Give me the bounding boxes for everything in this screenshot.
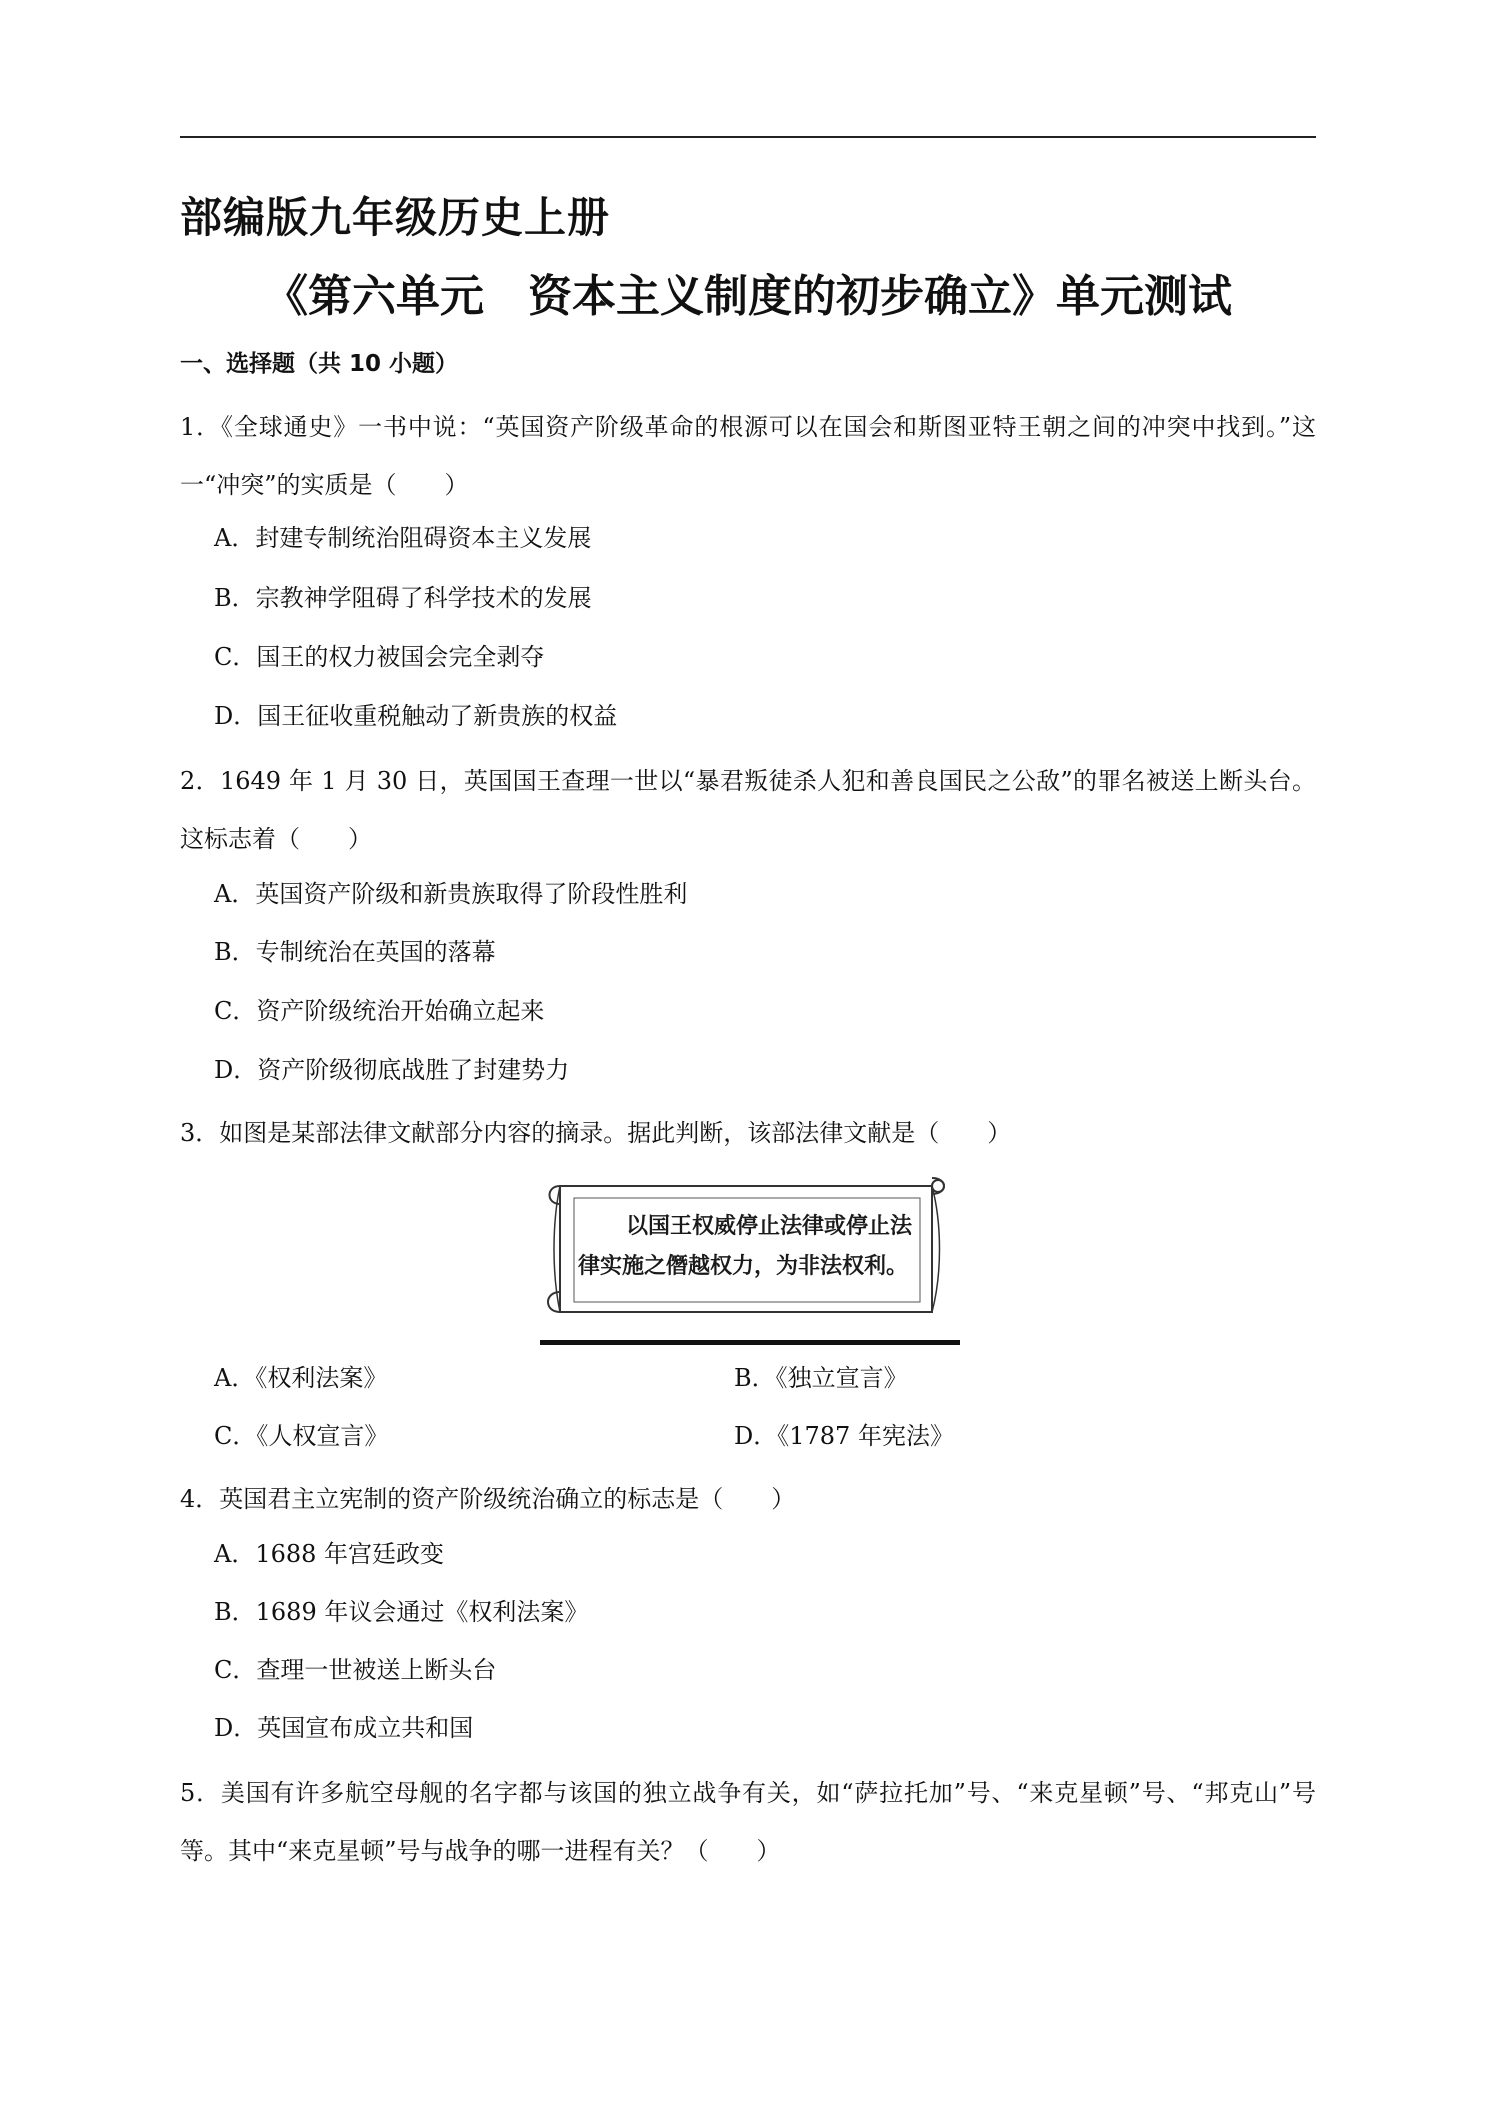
option-letter: A．: [214, 1540, 256, 1568]
option-text: 封建专制统治阻碍资本主义发展: [255, 524, 592, 552]
question-3-option-d[interactable]: [734, 1418, 954, 1454]
scroll-text-line-2: 律实施之僭越权力，为非法权利。: [578, 1254, 909, 1279]
question-3-option-c[interactable]: [214, 1418, 388, 1454]
question-5-stem: [180, 1764, 1316, 1880]
question-1-number: 1．: [180, 413, 221, 441]
question-1-stem: [180, 398, 1316, 514]
question-2-option-a[interactable]: [214, 876, 687, 912]
question-2-option-c[interactable]: [214, 993, 544, 1029]
question-4-option-c[interactable]: [214, 1652, 496, 1688]
question-2-number: 2．: [180, 767, 220, 795]
question-3-option-b[interactable]: [734, 1360, 908, 1396]
option-text: 1688 年宫廷政变: [255, 1540, 445, 1568]
option-letter: B．: [214, 938, 256, 966]
option-letter: C．: [214, 997, 257, 1025]
option-text: 查理一世被送上断头台: [256, 1656, 497, 1684]
option-text: 资产阶级统治开始确立起来: [256, 997, 545, 1025]
option-letter: A．: [214, 524, 256, 552]
option-letter: D．: [214, 702, 258, 730]
option-letter: A．: [214, 1364, 256, 1392]
option-text: 《权利法案》: [255, 1364, 388, 1392]
question-2-option-d[interactable]: [214, 1052, 569, 1088]
question-1-option-a[interactable]: [214, 520, 591, 556]
question-3-text: 如图是某部法律文献部分内容的摘录。据此判断，该部法律文献是（ ）: [219, 1119, 1012, 1147]
option-letter: A．: [214, 880, 256, 908]
question-1-text: 《全球通史》一书中说：“英国资产阶级革命的根源可以在国会和斯图亚特王朝之间的冲突中找到。”这一“冲突”的实质是（ ）: [180, 413, 1316, 499]
question-5-text: 美国有许多航空母舰的名字都与该国的独立战争有关，如“萨拉托加”号、“来克星顿”号、“邦克山”号等。其中“来克星顿”号与战争的哪一进程有关？（ ）: [180, 1779, 1316, 1865]
question-1-option-d[interactable]: [214, 698, 617, 734]
question-4-stem: [180, 1470, 1316, 1528]
question-1-option-c[interactable]: [214, 639, 544, 675]
option-letter: B．: [214, 1598, 256, 1626]
question-4-number: 4．: [180, 1485, 220, 1513]
question-4-text: 英国君主立宪制的资产阶级统治确立的标志是（ ）: [219, 1485, 796, 1513]
option-text: 《1787 年宪法》: [777, 1422, 954, 1450]
document-title: 部编版九年级历史上册: [180, 193, 611, 242]
option-text: 宗教神学阻碍了科学技术的发展: [255, 584, 592, 612]
option-text: 国王征收重税触动了新贵族的权益: [257, 702, 618, 730]
question-4-option-d[interactable]: [214, 1710, 473, 1746]
scroll-text-line-1: 以国王权威停止法律或停止法: [626, 1214, 913, 1239]
legal-document-scroll-figure: [540, 1164, 960, 1346]
option-text: 《人权宣言》: [256, 1422, 389, 1450]
option-text: 1689 年议会通过《权利法案》: [255, 1598, 589, 1626]
option-letter: D．: [214, 1714, 258, 1742]
question-4-option-a[interactable]: [214, 1536, 444, 1572]
header-rule: [180, 136, 1316, 138]
option-text: 国王的权力被国会完全剥夺: [256, 643, 545, 671]
option-text: 英国资产阶级和新贵族取得了阶段性胜利: [255, 880, 688, 908]
option-letter: D．: [734, 1422, 778, 1450]
question-2-stem: [180, 752, 1316, 868]
question-3-number: 3．: [180, 1119, 220, 1147]
question-1-option-b[interactable]: [214, 580, 592, 616]
option-letter: B．: [734, 1364, 776, 1392]
question-2-option-b[interactable]: [214, 934, 496, 970]
option-text: 专制统治在英国的落幕: [255, 938, 496, 966]
question-4-option-b[interactable]: [214, 1594, 588, 1630]
option-letter: C．: [214, 643, 257, 671]
option-text: 《独立宣言》: [775, 1364, 908, 1392]
option-letter: D．: [214, 1056, 258, 1084]
document-subtitle: 《第六单元 资本主义制度的初步确立》单元测试: [264, 271, 1232, 322]
option-text: 英国宣布成立共和国: [257, 1714, 474, 1742]
question-3-option-a[interactable]: [214, 1360, 387, 1396]
option-letter: B．: [214, 584, 256, 612]
section-heading: 一、选择题（共 10 小题）: [180, 351, 459, 377]
option-text: 资产阶级彻底战胜了封建势力: [257, 1056, 570, 1084]
option-letter: C．: [214, 1656, 257, 1684]
question-3-stem: [180, 1104, 1316, 1162]
question-2-text: 1649 年 1 月 30 日，英国国王查理一世以“暴君叛徒杀人犯和善良国民之公敌”的罪名被送上断头台。这标志着（ ）: [180, 767, 1316, 853]
option-letter: C．: [214, 1422, 257, 1450]
question-5-number: 5．: [180, 1779, 221, 1807]
